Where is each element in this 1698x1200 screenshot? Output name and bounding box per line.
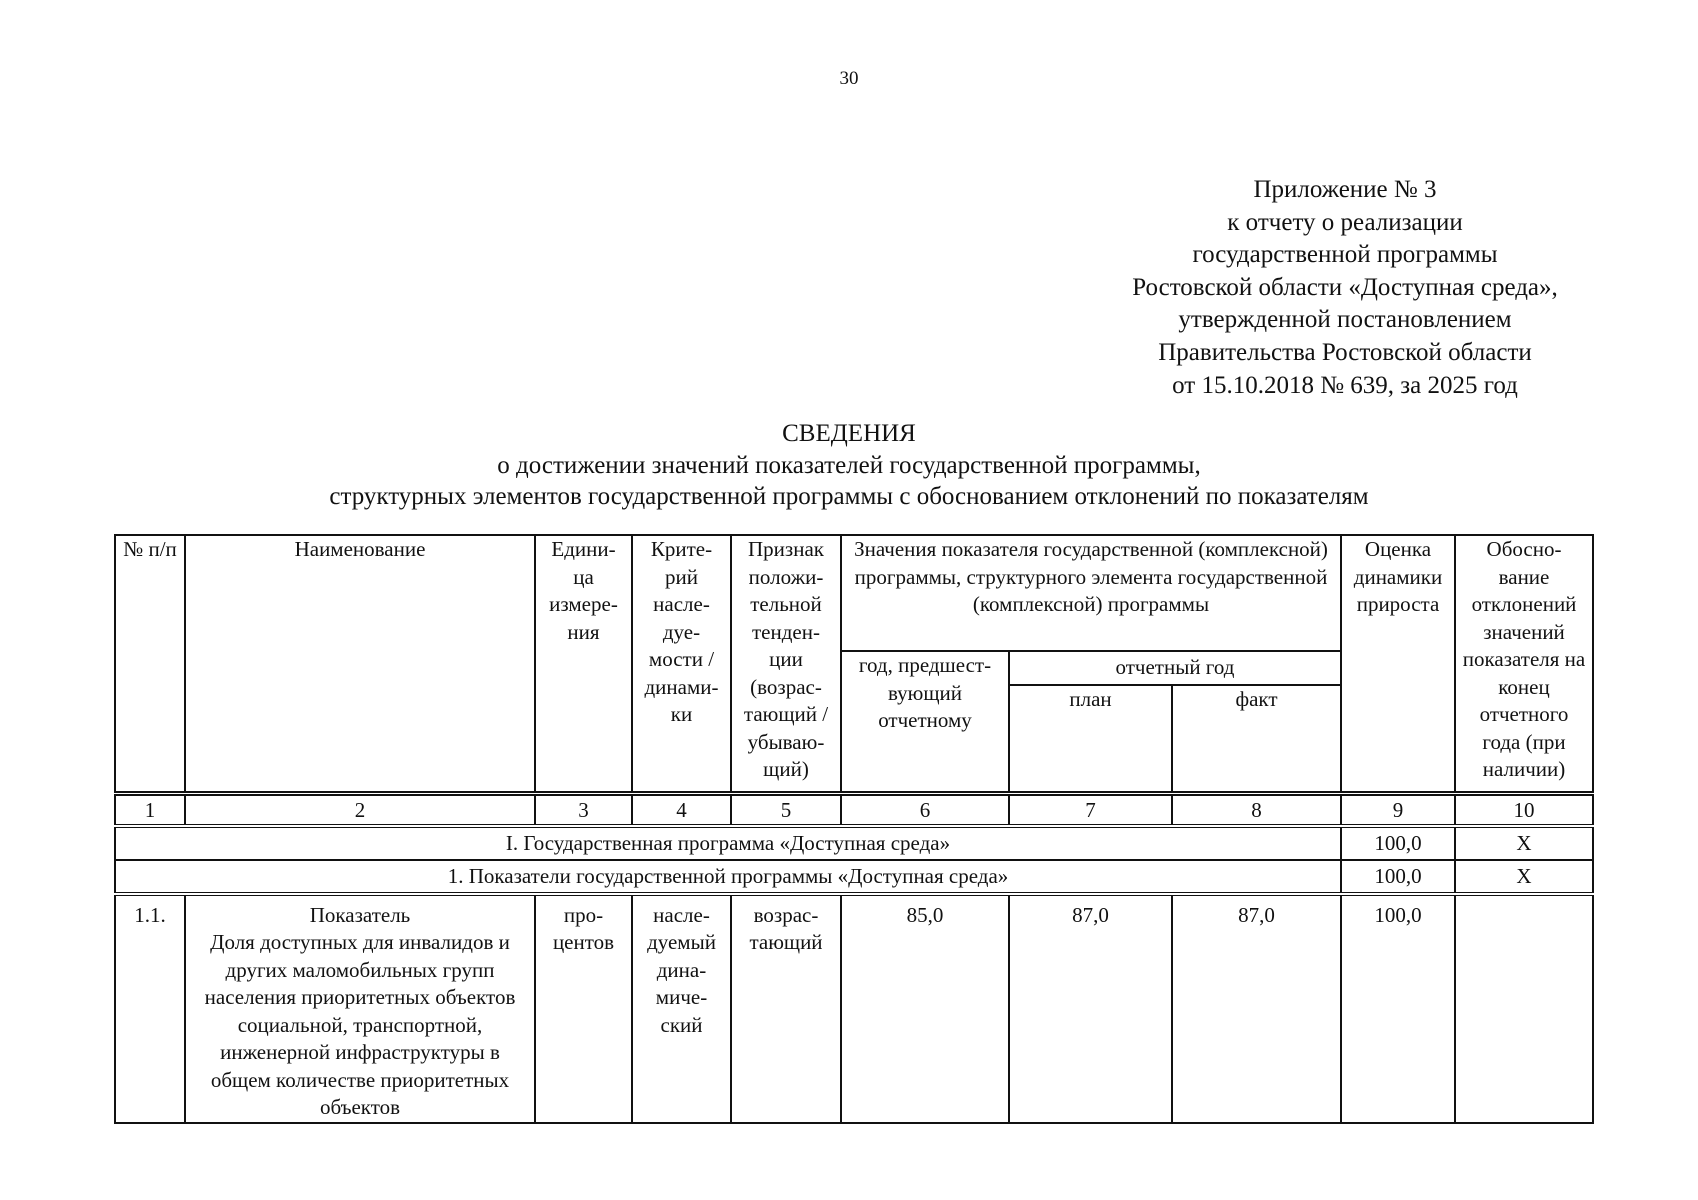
section-justification: X	[1455, 860, 1593, 894]
section-justification: X	[1455, 826, 1593, 860]
column-number: 6	[841, 793, 1009, 826]
column-number: 8	[1172, 793, 1341, 826]
appendix-line: Приложение № 3	[1253, 176, 1437, 203]
column-number: 10	[1455, 793, 1593, 826]
column-numbers-row	[115, 793, 1593, 826]
column-number: 2	[185, 793, 535, 826]
header-justification: Обосно- вание отклонений значений показателя на конец отчетного года (при наличии)	[1455, 535, 1593, 793]
header-dynamics: Оценка динамики прироста	[1341, 535, 1455, 793]
section-row	[115, 826, 1593, 860]
row-num: 1.1.	[115, 894, 185, 1123]
appendix-line: утвержденной постановлением	[1178, 306, 1512, 334]
header-num: № п/п	[115, 535, 185, 793]
row-sign: возрас- тающий	[731, 894, 841, 1123]
column-number: 3	[535, 793, 632, 826]
row-unit: про- центов	[535, 894, 632, 1123]
header-unit: Едини- ца измере- ния	[535, 535, 632, 793]
header-sign: Признак положи- тельной тенден- ции (возрас- тающий / убываю- щий)	[731, 535, 841, 793]
appendix-line: Правительства Ростовской области	[1158, 338, 1532, 366]
document-heading	[0, 418, 1698, 513]
appendix-line: Ростовской области «Доступная среда»,	[1132, 273, 1558, 301]
header-prev-year: год, предшест- вующий отчетному	[841, 651, 1009, 793]
row-name-title: Показатель	[309, 902, 411, 927]
page-number: 30	[839, 68, 859, 89]
row-justification	[1455, 894, 1593, 1123]
appendix-block	[1080, 174, 1610, 402]
section-title: I. Государственная программа «Доступная среда»	[115, 826, 1341, 860]
header-fact: факт	[1172, 685, 1341, 793]
heading-line: структурных элементов государственной программы с обоснованием отклонений по показателям	[329, 483, 1369, 510]
column-number: 5	[731, 793, 841, 826]
row-plan: 87,0	[1009, 894, 1172, 1123]
row-dynamics: 100,0	[1341, 894, 1455, 1123]
row-fact: 87,0	[1172, 894, 1341, 1123]
appendix-line: от 15.10.2018 № 639, за 2025 год	[1172, 371, 1518, 399]
heading-line: о достижении значений показателей государственной программы,	[497, 451, 1201, 479]
column-number: 7	[1009, 793, 1172, 826]
header-report-year: отчетный год	[1009, 651, 1341, 685]
header-criterion: Крите- рий насле- дуе- мости / динами- ки	[632, 535, 731, 793]
column-number: 1	[115, 793, 185, 826]
appendix-line: государственной программы	[1192, 241, 1498, 269]
table-row	[115, 894, 1593, 1123]
section-title: 1. Показатели государственной программы «Доступная среда»	[115, 860, 1341, 894]
section-row	[115, 860, 1593, 894]
header-row	[115, 535, 1593, 651]
appendix-line: к отчету о реализации	[1227, 208, 1463, 236]
row-name-text: Доля доступных для инвалидов и других маломобильных групп населения приоритетных объектов социальной, транспортной, инженерной инфраструктуры в общем количестве приоритетных объектов	[204, 930, 516, 1119]
section-dynamics: 100,0	[1341, 860, 1455, 894]
column-number: 4	[632, 793, 731, 826]
indicators-table	[114, 534, 1594, 1124]
header-name: Наименование	[185, 535, 535, 793]
header-values-group: Значения показателя государственной (комплексной) программы, структурного элемента государственной (комплексной) программы	[841, 535, 1341, 651]
section-dynamics: 100,0	[1341, 826, 1455, 860]
row-prev: 85,0	[841, 894, 1009, 1123]
column-number: 9	[1341, 793, 1455, 826]
header-plan: план	[1009, 685, 1172, 793]
heading-title: СВЕДЕНИЯ	[782, 420, 916, 447]
row-criterion: насле- дуемый дина- миче- ский	[632, 894, 731, 1123]
row-name-cell	[185, 894, 535, 1123]
